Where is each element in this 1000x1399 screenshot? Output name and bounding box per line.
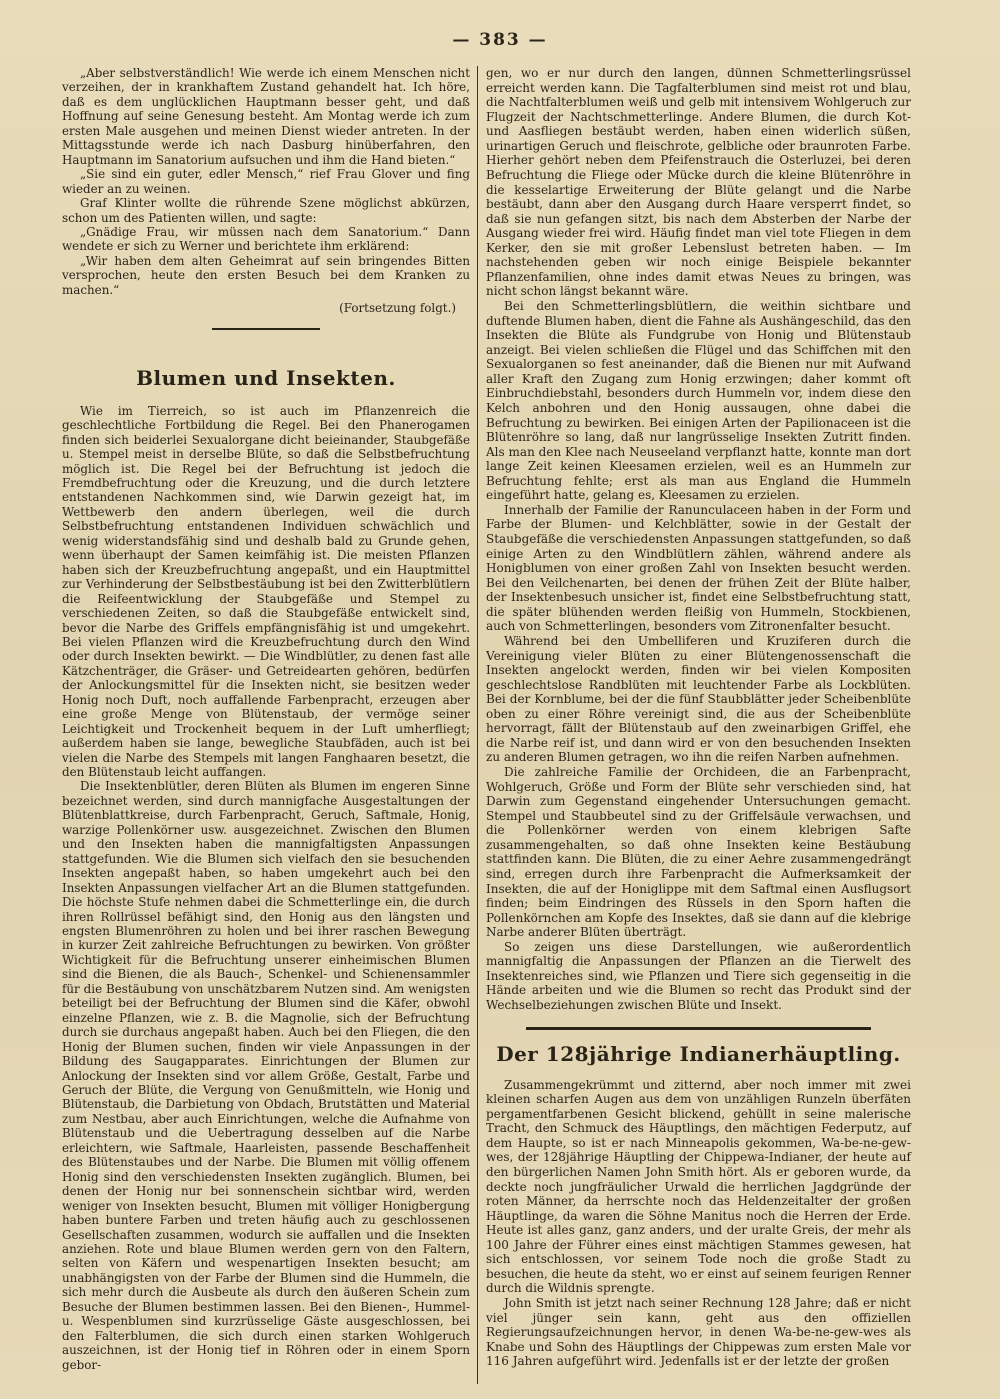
article-title: Blumen und Insekten. [136,365,396,390]
article-paragraph: Innerhalb der Familie der Ranunculaceen haben in der Form und Farbe der Blumen- und Kelchblätter, sowie in der Gestalt der Staubgefäße die verschiedensten Anpassungen stattgefunden, so daß einige Arten zu den Windblütlern zählen, während andere als Honigblumen von einer großen Zahl von Insekten besucht werden. Bei den Veilchenarten, bei denen der frühen Zeit der Blüte halber, der Insektenbesuch unsicher ist, findet eine Selbstbefruchtung statt, die später blühenden werden fleißig von Hummeln, Stockbienen, auch von Schmetterlingen, besonders vom Zitronenfalter besucht. [486,502,911,634]
column-divider [477,66,478,1384]
article-paragraph: Die zahlreiche Familie der Orchideen, die an Farbenpracht, Wohlgeruch, Größe und Form der Blüte sehr verschieden sind, hat Darwin zum Gegenstand eingehender Untersuchungen gemacht. Stempel und Staubbeutel sind zu der Griffelsäule verwachsen, und die Pollenkörner werden von einem klebrigen Safte zusammengehalten, so daß ohne Insekten keine Bestäubung stattfinden kann. Die Blüten, die zu einer Aehre zusammengedrängt sind, erregen durch ihre Farbenpracht die Aufmerksamkeit der Insekten, die auf der Honiglippe mit dem Saftmal einen Ausflugsort finden; beim Eindringen des Rüssels in den Sporn haften die Pollenkörnchen am Kopfe des Insektes, daß sie dann auf die klebrige Narbe anderer Blüten überträgt. [486,765,911,940]
section-separator [212,328,320,330]
section-separator [526,1027,871,1030]
intro-paragraph: Graf Klinter wollte die rührende Szene möglichst abkürzen, schon um des Patienten willen, und sagte: [62,196,470,225]
continuation-note: (Fortsetzung folgt.) [339,301,456,316]
article-paragraph: So zeigen uns diese Darstellungen, wie außerordentlich mannigfaltig die Anpassungen der Pflanzen an die Tierwelt des Insektenreiches sind, wie Pflanzen und Tiere sich gegenseitig in die Hände arbeiten und wie die Blumen so recht das Produkt sind der Wechselbeziehungen zwischen Blüte und Insekt. [486,939,911,1012]
left-column [62,66,470,1372]
article-paragraph: Wie im Tierreich, so ist auch im Pflanzenreich die geschlechtliche Fortbildung die Regel. Bei den Phanerogamen finden sich beiderlei Sexualorgane dicht beieinander, Staubgefäße u. Stempel meist in derselbe Blüte, so daß die Selbstbefruchtung möglich ist. Die Regel bei der Befruchtung ist jedoch die Fremdbefruchtung oder die Kreuzung, und die durch letztere entstandenen Nachkommen sind, wie Darwin gezeigt hat, im Wettbewerb den andern überlegen, weil die durch Selbstbefruchtung entstandenen Individuen schwächlich und wenig widerstandsfähig sind und deshalb bald zu Grunde gehen, wenn überhaupt der Samen keimfähig ist. Die meisten Pflanzen haben sich der Kreuzbefruchtung angepaßt, und ein Hauptmittel zur Verhinderung der Selbstbestäubung ist bei den Zwitterblütlern die Reifeentwicklung der Staubgefäße und Stempel zu verschiedenen Zeiten, so daß die Staubgefäße entwickelt sind, bevor die Narbe des Griffels empfängnisfähig ist und umgekehrt. Bei vielen Pflanzen wird die Kreuzbefruchtung durch den Wind oder durch Insekten bewirkt. — Die Windblütler, zu denen fast alle Kätzchenträger, die Gräser- und Getreidearten gehören, bedürfen der Anlockungsmittel für die Insekten nicht, sie besitzen weder Honig noch Duft, noch auffallende Farbenpracht, erzeugen aber eine große Menge von Blütenstaub, der vermöge seiner Leichtigkeit und Trockenheit bequem in der Luft umherfliegt; außerdem haben sie lange, bewegliche Staubfäden, auch ist bei vielen die Narbe des Stempels mit langen Fanghaaren besetzt, die den Blütenstaub leicht auffangen. [62,403,470,780]
intro-paragraph: „Sie sind ein guter, edler Mensch,“ rief Frau Glover und fing wieder an zu weinen. [62,167,470,196]
intro-paragraph: „Wir haben dem alten Geheimrat auf sein bringendes Bitten versprochen, heute den ersten Besuch bei dem Kranken zu machen.“ [62,253,470,297]
article-paragraph: John Smith ist jetzt nach seiner Rechnung 128 Jahre; daß er nicht viel jünger sein kann, geht aus den offiziellen Regierungsaufzeichnungen hervor, in denen Wa-be-ne-gew-wes als Knabe und Sohn des Häuptlings der Chippewas zum ersten Male vor 116 Jahren aufgeführt wird. Jedenfalls ist er der letzte der großen [486,1296,911,1369]
article-paragraph: Die Insektenblütler, deren Blüten als Blumen im engeren Sinne bezeichnet werden, sind durch mannigfache Ausgestaltungen der Blütenblattkreise, durch Farbenpracht, Geruch, Saftmale, Honig, warzige Pollenkörner usw. ausgezeichnet. Zwischen den Blumen und den Insekten haben die mannigfaltigsten Anpassungen stattgefunden. Wie die Blumen sich vielfach den sie besuchenden Insekten angepaßt haben, so haben umgekehrt auch bei den Insekten Anpassungen vielfacher Art an die Blumen stattgefunden. Die höchste Stufe nehmen dabei die Schmetterlinge ein, die durch ihren Rollrüssel befähigt sind, den Honig aus den längsten und engsten Blumenröhren zu holen und bei ihrer raschen Bewegung in kurzer Zeit zahlreiche Befruchtungen zu bewirken. Von größter Wichtigkeit für die Befruchtung unserer einheimischen Blumen sind die Bienen, die als Bauch-, Schenkel- und Schienensammler für die Bestäubung von unschätzbarem Nutzen sind. Am wenigsten beteiligt bei der Befruchtung der Blumen sind die Käfer, obwohl einzelne Pflanzen, wie z. B. die Magnolie, sich der Befruchtung durch sie durchaus angepaßt haben. Auch bei den Fliegen, die den Honig der Blumen suchen, finden wir viele Anpassungen in der Bildung des Saugapparates. Einrichtungen der Blumen zur Anlockung der Insekten sind vor allem Größe, Gestalt, Farbe und Geruch der Blüte, die Vergung von Genußmitteln, wie Honig und Blütenstaub, die Darbietung von Obdach, Brutstätten und Material zum Nestbau, aber auch Einrichtungen, welche die Aufnahme von Blütenstaub und die Uebertragung desselben auf die Narbe erleichtern, wie Saftmale, Haarleisten, passende Beschaffenheit des Blütenstaubes und der Narbe. Die Blumen mit völlig offenem Honig sind den verschiedensten Insekten zugänglich. Blumen, bei denen der Honig nur bei sonnenschein sichtbar wird, werden weniger von Insekten besucht, Blumen mit völliger Honigbergung haben buntere Farben und treten häufig auch zu geschlossenen Gesellschaften zusammen, wodurch sie auffallen und die Insekten anziehen. Rote und blaue Blumen werden gern von den Faltern, selten von Käfern und wespenartigen Insekten besucht; am unabhängigsten von der Farbe der Blumen sind die Hummeln, die sich mehr durch die Ausbeute als durch den äußeren Schein zum Besuche der Blumen bestimmen lassen. Bei den Bienen-, Hummel- u. Wespenblumen sind kurzrüsselige Gäste ausgeschlossen, bei den Falterblumen, die sich durch einen starken Wohlgeruch auszeichnen, ist der Honig tief in Röhren oder in einem Sporn gebor- [62,779,470,1372]
right-column [486,66,911,1369]
intro-paragraph: „Gnädige Frau, wir müssen nach dem Sanatorium.“ Dann wendete er sich zu Werner und berichtete ihm erklärend: [62,224,470,254]
article-paragraph: Bei den Schmetterlingsblütlern, die weithin sichtbare und duftende Blumen haben, dient die Fahne als Aushängeschild, das den Insekten die Blüte als Fundgrube von Honig und Blütenstaub anzeigt. Bei vielen schließen die Flügel und das Schiffchen mit den Sexualorganen so fest aneinander, daß die Bienen nur mit Aufwand aller Kraft den Zugang zum Honig erzwingen; daher kommt oft Einbruchdiebstahl, besonders durch Hummeln vor, indem diese den Kelch anbohren und den Honig aussaugen, ohne dabei die Befruchtung zu bewirken. Bei einigen Arten der Papilionaceen ist die Blütenröhre so lang, daß nur langrüsselige Insekten Zutritt finden. Als man den Klee nach Neuseeland verpflanzt hatte, konnte man dort lange Zeit keinen Kleesamen erzielen, weil es an Hummeln zur Befruchtung fehlte; erst als man aus England die Hummeln eingeführt hatte, gelang es, Kleesamen zu erzielen. [486,299,911,503]
intro-paragraph: „Aber selbstverständlich! Wie werde ich einem Menschen nicht verzeihen, der in krankhaftem Zustand gehandelt hat. Ich höre, daß es dem unglücklichen Hauptmann besser geht, und daß Hoffnung auf seine Genesung besteht. Am Montag werde ich zum ersten Male ausgehen und meinen Dienst wieder antreten. In der Mittagsstunde werde ich nach Dasburg hinüberfahren, den Hauptmann im Sanatorium aufsuchen und ihm die Hand bieten.“ [62,66,470,167]
article-paragraph: gen, wo er nur durch den langen, dünnen Schmetterlingsrüssel erreicht werden kann. Die Tagfalterblumen sind meist rot und blau, die Nachtfalterblumen weiß und gelb mit intensivem Wohlgeruch zur Flugzeit der Nachtschmetterlinge. Andere Blumen, die durch Kot- und Aasfliegen bestäubt werden, haben einen widerlich süßen, urinartigen Geruch und fleischrote, gelbliche oder braunroten Farbe. Hierher gehört neben dem Pfeifenstrauch die Osterluzei, bei deren Befruchtung die Fliege oder Mücke durch die kleine Blütenröhre in die kesselartige Erweiterung der Blüte gelangt und die Narbe bestäubt, dann aber den Ausgang durch Haare versperrt findet, so daß sie nun gefangen sitzt, bis nach dem Absterben der Narbe der Ausgang wieder frei wird. Häufig findet man viel tote Fliegen in dem Kerker, den sie mit großer Lebenslust betreten haben. — Im nachstehenden geben wir noch einige Beispiele bekannter Pflanzenfamilien, ohne indes damit etwas Neues zu bringen, was nicht schon längst bekannt wäre. [486,66,911,299]
article-paragraph: Während bei den Umbelliferen und Kruziferen durch die Vereinigung vieler Blüten zu einer Blütengenossenschaft die Insekten angelockt werden, finden wir bei vielen Kompositen geschlechtslose Randblüten mit leuchtender Farbe als Lockblüten. Bei der Kornblume, bei der die fünf Staubblätter jeder Scheibenblüte oben zu einer Röhre vereinigt sind, die aus der Scheibenblüte hervorragt, fällt der Blütenstaub auf den zweinarbigen Griffel, ehe die Narbe reif ist, und dann wird er von den besuchenden Insekten zu anderen Blumen getragen, wo ihn die reifen Narben aufnehmen. [486,633,911,765]
article-paragraph: Zusammengekrümmt und zitternd, aber noch immer mit zwei kleinen scharfen Augen aus dem von unzähligen Runzeln überfäten pergamentfarbenen Gesicht blickend, gehüllt in seine malerische Tracht, den Schmuck des Häuptlings, den mächtigen Federputz, auf dem Haupte, so ist er nach Minneapolis gekommen, Wa-be-ne-gew-wes, der 128jährige Häuptling der Chippewa-Indianer, der heute auf den bürgerlichen Namen John Smith hört. Als er geboren wurde, da deckte noch jungfräulicher Urwald die herrlichen Jagdgründe der roten Männer, da herrschte noch das Heldenzeitalter der großen Häuptlinge, da waren die Söhne Manitus noch die Herren der Erde. Heute ist alles ganz, ganz anders, und der uralte Greis, der mehr als 100 Jahre der Führer eines einst mächtigen Stammes gewesen, hat sich entschlossen, vor seinem Tode noch die große Stadt zu besuchen, die heute da steht, wo er einst auf seinem feurigen Renner durch die Wildnis sprengte. [486,1077,911,1296]
page-number: — 383 — [452,30,548,50]
article-title: Der 128jährige Indianerhäuptling. [496,1041,901,1066]
